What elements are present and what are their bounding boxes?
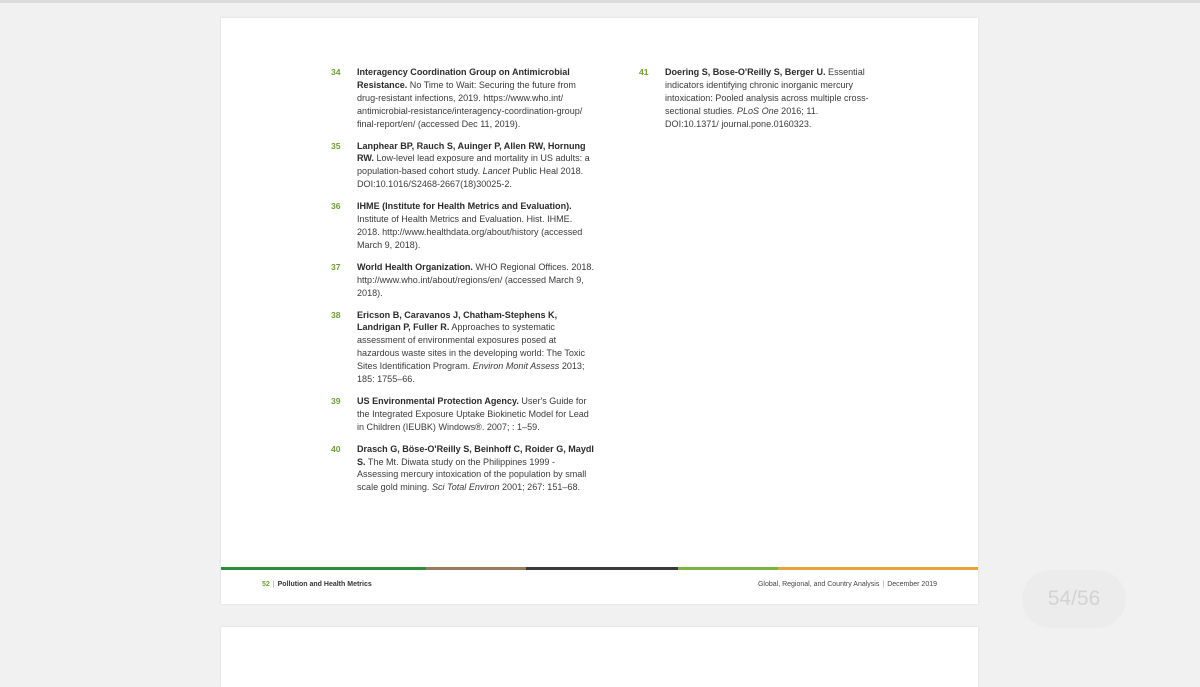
footer-right: Global, Regional, and Country Analysis | December 2019 (757, 581, 937, 588)
reference-text (357, 140, 596, 192)
reference-citation: 2013; 185: 1755–66. (357, 361, 585, 385)
footer-bar-segment (426, 567, 526, 570)
reference-text (357, 309, 596, 386)
reference-journal: Environ Monit Assess (472, 361, 560, 372)
footer-bar-segment (678, 567, 778, 570)
reference-authors: Interagency Coordination Group on Antimicrobial Resistance. (357, 67, 570, 90)
reference-body: The Mt. Diwata study on the Philippines 1999 - Assessing mercury intoxication of the population by small scale gold mining. (357, 456, 587, 493)
reference-number: 37 (331, 261, 341, 272)
reference-body: Low-level lead exposure and mortality in US adults: a population-based cohort study. (357, 153, 590, 177)
reference-body: Approaches to systematic assessment of environmental exposures posed at hazardous waste sites in the developing world: The Toxic Sites Identification Program. (357, 322, 585, 372)
footer-right-title: Global, Regional, and Country Analysis (757, 581, 880, 588)
footer-page-number: 52 (262, 581, 270, 588)
reference-item (331, 200, 596, 252)
reference-citation: 2001; 267: 151–68. (499, 482, 580, 493)
reference-journal: PLoS One (736, 105, 779, 116)
reference-number: 41 (639, 67, 649, 77)
reference-authors: Ericson B, Caravanos J, Chatham-Stephens K, Landrigan P, Fuller R. (357, 309, 558, 333)
reference-body: WHO Regional Offices. 2018. http://www.who.int/about/regions/en/ (accessed March 9, 2018). (357, 261, 594, 298)
reference-authors: IHME (Institute for Health Metrics and Evaluation). (357, 201, 572, 212)
reference-text (357, 66, 596, 131)
reference-citation: Public Heal 2018. DOI:10.1016/S2468-2667(18)30025-2. (357, 166, 584, 190)
footer-left-title: Pollution and Health Metrics (277, 581, 372, 588)
reference-item (639, 66, 869, 131)
viewer-top-bar (0, 0, 1200, 3)
footer-bar-segment (778, 567, 978, 570)
reference-authors: Lanphear BP, Rauch S, Auinger P, Allen RW, Hornung RW. (357, 140, 586, 164)
reference-number: 35 (331, 140, 341, 151)
footer-date: December 2019 (887, 581, 937, 588)
footer-color-bar (221, 567, 978, 570)
reference-authors: Drasch G, Böse-O'Reilly S, Beinhoff C, Roider G, Maydl S. (357, 443, 594, 467)
reference-item (331, 443, 596, 495)
reference-body: Institute of Health Metrics and Evaluation. Hist. IHME. 2018. http://www.healthdata.org/about/history (accessed March 9, 2018). (357, 214, 583, 250)
reference-number: 38 (331, 309, 341, 320)
reference-item (331, 66, 596, 131)
page-counter (1022, 570, 1126, 628)
reference-authors: Doering S, Bose-O'Reilly S, Berger U. (665, 67, 826, 77)
reference-item (331, 140, 596, 192)
reference-item (331, 395, 596, 434)
reference-body: No Time to Wait: Securing the future from drug-resistant infections, 2019. https://www.who.int/ antimicrobial-resistance/interagency-coordination-group/ final-report/en/ (accessed Dec 11, 2019). (357, 79, 583, 129)
reference-number: 34 (331, 67, 341, 77)
reference-number: 39 (331, 395, 341, 406)
page-counter-text: 54/56 (1047, 587, 1101, 610)
footer-left: 52 | Pollution and Health Metrics (262, 581, 372, 588)
footer-bar-segment (526, 567, 678, 570)
references-column-right (639, 66, 869, 140)
footer-bar-segment (221, 567, 426, 570)
reference-number: 40 (331, 443, 341, 454)
reference-citation: 2016; 11. DOI:10.1371/ journal.pone.0160323. (665, 105, 819, 129)
reference-number: 36 (331, 201, 341, 212)
reference-journal: Sci Total Environ (431, 482, 500, 493)
reference-authors: US Environmental Protection Agency. (357, 395, 519, 406)
document-page (221, 18, 978, 604)
reference-text (357, 443, 596, 495)
reference-body: User's Guide for the Integrated Exposure Uptake Biokinetic Model for Lead in Children (IEUBK) Windows®. 2007; : 1–59. (357, 395, 589, 432)
reference-text (665, 66, 869, 131)
next-document-page (221, 627, 978, 687)
reference-body: Essential indicators identifying chronic inorganic mercury intoxication: Pooled analysis across multiple cross-sectional studies. (665, 67, 869, 116)
reference-text (357, 395, 596, 434)
reference-authors: World Health Organization. (357, 261, 473, 272)
reference-text (357, 200, 596, 252)
reference-item (331, 309, 596, 386)
reference-text (357, 261, 596, 300)
references-column-left (331, 66, 596, 503)
reference-item (331, 261, 596, 300)
reference-journal: Lancet (482, 166, 510, 177)
